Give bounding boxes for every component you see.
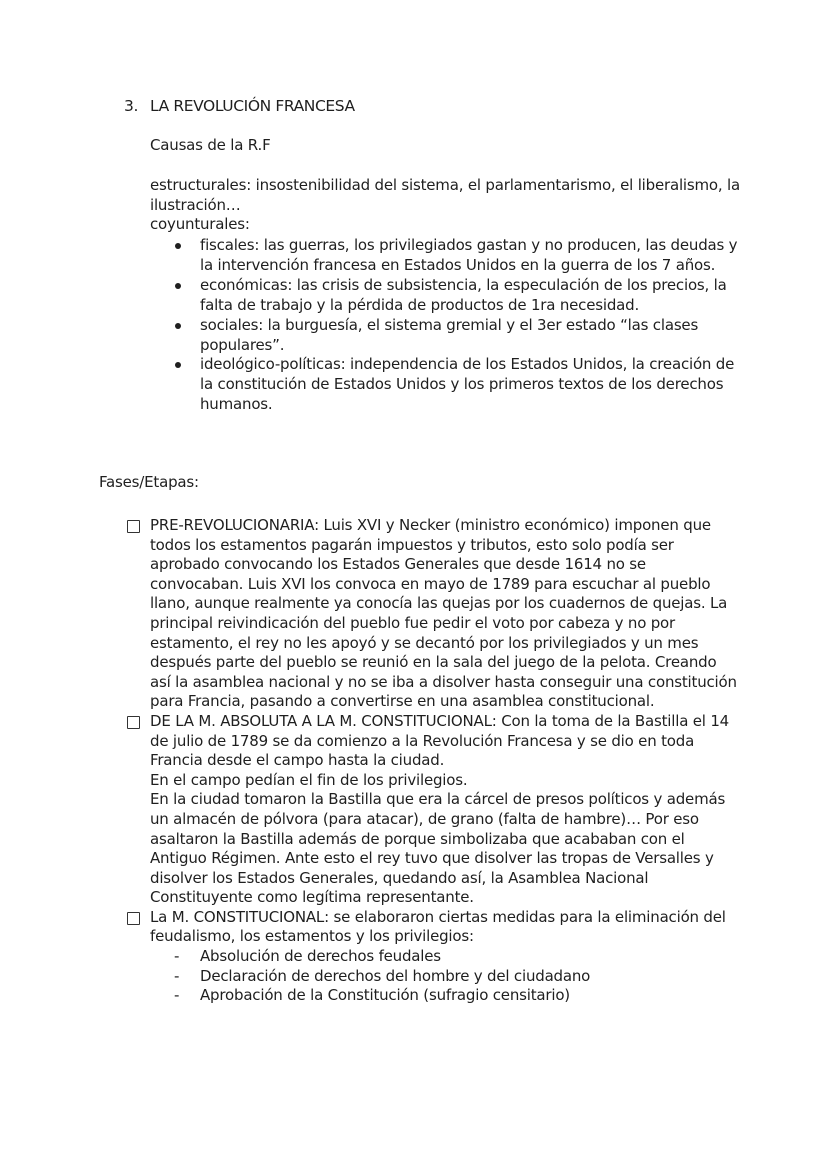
checklist-item-pre-revolutionary [126, 516, 741, 712]
list-item-fiscal [150, 236, 740, 276]
list-item-text: Aprobación de la Constitución (sufragio censitario) [200, 986, 570, 1005]
conjunctural-causes-list [150, 236, 740, 415]
list-item-text: ideológico-políticas: independencia de los Estados Unidos, la creación de la constitución de Estados Unidos y los primeros textos de los derechos humanos. [200, 355, 735, 414]
list-item-text: fiscales: las guerras, los privilegiados gastan y no producen, las deudas y la intervención francesa en Estados Unidos en la guerra de los 7 años. [200, 236, 738, 274]
checklist-item-constitutional-monarchy [126, 908, 741, 1006]
checkbox-icon[interactable] [127, 520, 140, 533]
list-item-measure [150, 947, 741, 967]
checkbox-icon[interactable] [127, 912, 140, 925]
list-item-economic [150, 276, 740, 316]
bullet-icon [175, 283, 181, 289]
checkbox-icon[interactable] [127, 716, 140, 729]
list-item-text: Absolución de derechos feudales [200, 947, 441, 966]
phases-label: Fases/Etapas: [99, 473, 199, 491]
dash-icon: - [174, 986, 180, 1005]
causes-paragraph [150, 176, 740, 235]
bullet-icon [175, 323, 181, 329]
checklist-item-text: DE LA M. ABSOLUTA A LA M. CONSTITUCIONAL: Con la toma de la Bastilla el 14 de julio de 1789 se da comienzo a la Revolución Francesa y se dio en toda Francia desde el campo hasta la ciudad. [150, 711, 730, 770]
checklist-item-text: En el campo pedían el fin de los privilegios. [150, 770, 468, 789]
measures-list [150, 947, 741, 1006]
phases-checklist [126, 516, 741, 1006]
list-item-text: sociales: la burguesía, el sistema gremial y el 3er estado “las clases populares”. [200, 315, 699, 354]
list-item-measure [150, 986, 741, 1006]
list-item-text: Declaración de derechos del hombre y del ciudadano [200, 966, 591, 985]
section-heading [124, 97, 355, 115]
bullet-icon [175, 362, 181, 368]
checklist-item-absolute-to-constitutional [126, 712, 741, 908]
section-title: LA REVOLUCIÓN FRANCESA [150, 97, 355, 115]
list-item-ideological [150, 355, 740, 415]
checklist-item-text: PRE-REVOLUCIONARIA: Luis XVI y Necker (ministro económico) imponen que todos los estamentos pagarán impuestos y tributos, esto solo podía ser aprobado convocando los Estados Generales que desde 1614 no se convocaban. Luis XVI los convoca en mayo de 1789 para escuchar al pueblo llano, aunque realmente ya conocía las quejas por los cuadernos de quejas. La principal reivindicación del pueblo fue pedir el voto por cabeza y no por estamento, el rey no les apoyó y se decantó por los privilegiados y un mes después parte del pueblo se reunió en la sala del juego de la pelota. Creando así la asamblea nacional y no se iba a disolver hasta conseguir una constitución para Francia, pasando a convertirse en una asamblea constitucional. [150, 516, 737, 711]
list-item-measure [150, 967, 741, 987]
structural-causes-text: estructurales: insostenibilidad del sistema, el parlamentarismo, el liberalismo, la ilustración… [150, 176, 740, 214]
checklist-item-text: En la ciudad tomaron la Bastilla que era la cárcel de presos políticos y además un almacén de pólvora (para atacar), de grano (falta de hambre)… Por eso asaltaron la Bastilla además de porque simbolizaba que acababan con el Antiguo Régimen. Ante esto el rey tuvo que disolver las tropas de Versalles y disolver los Estados Generales, quedando así, la Asamblea Nacional Constituyente como legítima representante. [150, 790, 726, 907]
list-item-social [150, 316, 740, 356]
list-item-text: económicas: las crisis de subsistencia, la especulación de los precios, la falta de trabajo y la pérdida de productos de 1ra necesidad. [200, 275, 727, 314]
bullet-icon [175, 243, 181, 249]
dash-icon: - [174, 966, 180, 985]
dash-icon: - [174, 947, 180, 966]
checklist-item-text: La M. CONSTITUCIONAL: se elaboraron ciertas medidas para la eliminación del feudalismo, los estamentos y los privilegios: [150, 907, 726, 946]
causes-heading: Causas de la R.F [150, 136, 271, 154]
section-number: 3. [124, 97, 138, 115]
conjunctural-causes-label: coyunturales: [150, 215, 250, 234]
